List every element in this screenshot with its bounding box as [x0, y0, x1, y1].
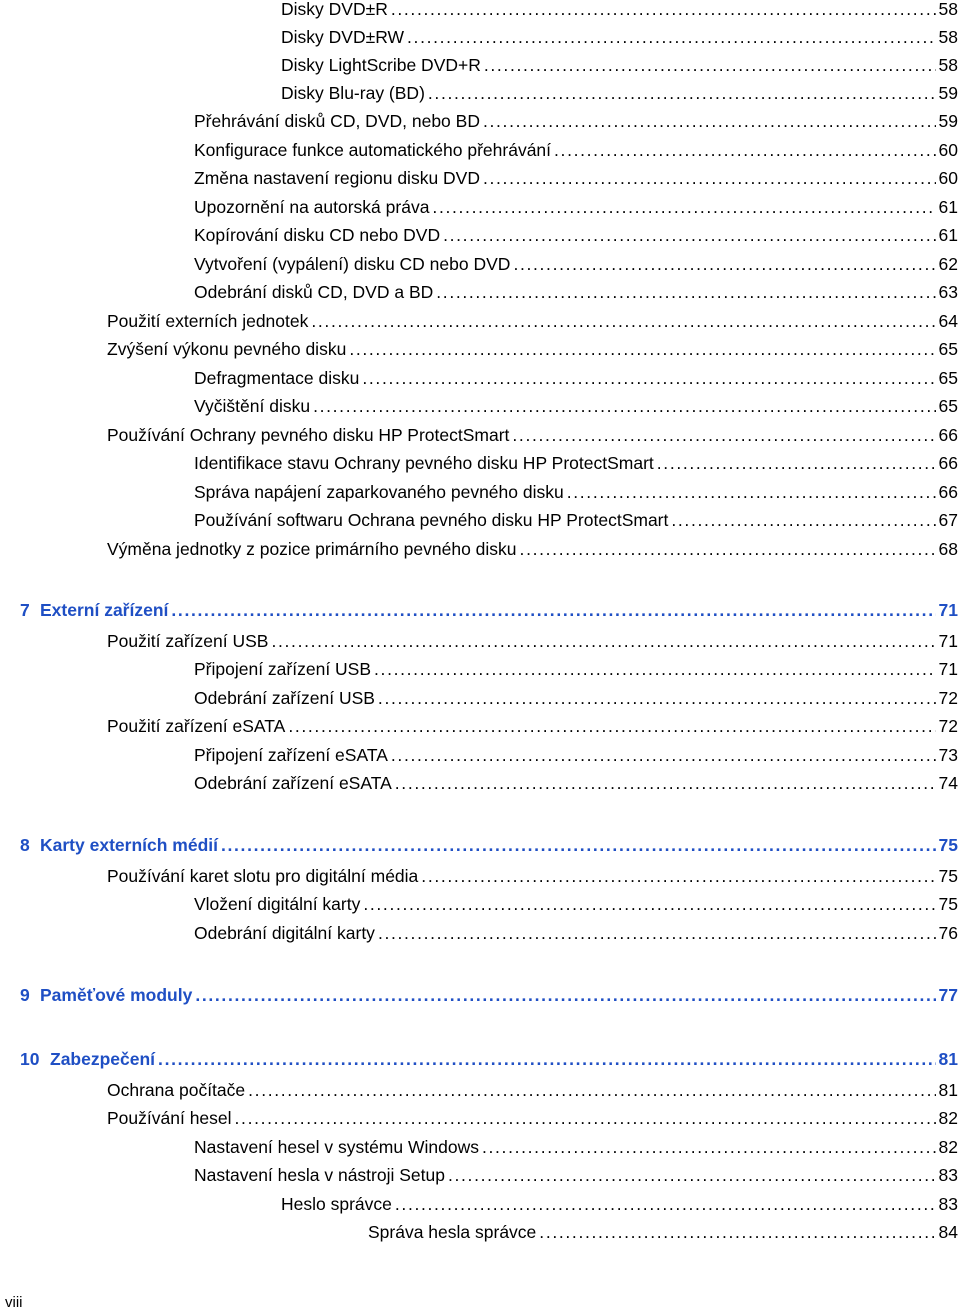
- toc-entry-title: Vložení digitální karty: [194, 894, 361, 914]
- toc-entry-title: Upozornění na autorská práva: [194, 197, 430, 217]
- toc-entry-title: Používání Ochrany pevného disku HP ProtectSmart: [107, 425, 510, 445]
- leader-dots: [378, 686, 936, 710]
- chapter-number: 7: [20, 600, 30, 620]
- toc-entry-page: 58: [938, 27, 958, 47]
- toc-entry-page: 83: [938, 1194, 958, 1214]
- toc-entry-page: 60: [938, 168, 958, 188]
- leader-dots: [248, 1078, 935, 1102]
- leader-dots: [443, 223, 935, 247]
- toc-entry-page: 82: [938, 1137, 958, 1157]
- toc-entry[interactable]: [0, 309, 960, 333]
- toc-entry[interactable]: [0, 366, 960, 390]
- toc-entry-title: Odebrání digitální karty: [194, 923, 375, 943]
- toc-chapter[interactable]: [0, 833, 960, 857]
- chapter-title: Externí zařízení: [40, 600, 169, 620]
- leader-dots: [448, 1163, 936, 1187]
- toc-chapter[interactable]: [0, 983, 960, 1007]
- toc-entry-page: 59: [938, 83, 958, 103]
- chapter-page: 81: [938, 1049, 958, 1069]
- leader-dots: [311, 309, 935, 333]
- leader-dots: [171, 598, 935, 622]
- toc-entry-title: Disky LightScribe DVD+R: [281, 55, 481, 75]
- toc-entry-title: Použití externích jednotek: [107, 311, 309, 331]
- chapter-number: 8: [20, 835, 30, 855]
- chapter-number: 10: [20, 1049, 40, 1069]
- toc-entry-page: 75: [938, 866, 958, 886]
- leader-dots: [271, 629, 935, 653]
- leader-dots: [513, 252, 935, 276]
- leader-dots: [391, 743, 936, 767]
- toc-entry[interactable]: [0, 1220, 960, 1244]
- toc-entry-page: 67: [938, 510, 958, 530]
- toc-entry[interactable]: [0, 138, 960, 162]
- toc-entry-title: Použití zařízení USB: [107, 631, 269, 651]
- toc-entry-page: 58: [938, 0, 958, 19]
- toc-entry-page: 65: [938, 339, 958, 359]
- toc-entry-title: Defragmentace disku: [194, 368, 360, 388]
- leader-dots: [554, 138, 936, 162]
- leader-dots: [512, 423, 935, 447]
- toc-entry-title: Kopírování disku CD nebo DVD: [194, 225, 441, 245]
- toc-entry-page: 62: [938, 254, 958, 274]
- toc-entry-title: Používání hesel: [107, 1108, 232, 1128]
- leader-dots: [483, 109, 936, 133]
- toc-entry[interactable]: [0, 337, 960, 361]
- chapter-number: 9: [20, 985, 30, 1005]
- toc-entry[interactable]: [0, 223, 960, 247]
- toc-entry-title: Disky DVD±RW: [281, 27, 405, 47]
- toc-entry-page: 84: [938, 1222, 958, 1242]
- leader-dots: [482, 1135, 936, 1159]
- toc-entry-page: 83: [938, 1165, 958, 1185]
- leader-dots: [484, 53, 936, 77]
- toc-entry-page: 74: [938, 773, 958, 793]
- toc-entry-page: 58: [938, 55, 958, 75]
- toc-entry-title: Ochrana počítače: [107, 1080, 246, 1100]
- toc-entry[interactable]: [0, 508, 960, 532]
- leader-dots: [428, 81, 936, 105]
- toc-entry[interactable]: [0, 657, 960, 681]
- leader-dots: [483, 166, 936, 190]
- toc-entry[interactable]: [0, 0, 960, 21]
- leader-dots: [539, 1220, 935, 1244]
- toc-entry-title: Vytvoření (vypálení) disku CD nebo DVD: [194, 254, 511, 274]
- page-number: viii: [5, 1294, 23, 1311]
- toc-entry-page: 81: [938, 1080, 958, 1100]
- toc-chapter[interactable]: [0, 1047, 960, 1071]
- toc-entry-title: Identifikace stavu Ochrany pevného disku HP ProtectSmart: [194, 453, 654, 473]
- toc-entry-page: 61: [938, 225, 958, 245]
- toc-entry[interactable]: [0, 1135, 960, 1159]
- toc-entry-title: Zvýšení výkonu pevného disku: [107, 339, 347, 359]
- toc-entry-page: 72: [938, 688, 958, 708]
- toc-entry[interactable]: [0, 109, 960, 133]
- leader-dots: [235, 1106, 936, 1130]
- toc-entry[interactable]: [0, 921, 960, 945]
- toc-entry-title: Použití zařízení eSATA: [107, 716, 286, 736]
- toc-entry-page: 63: [938, 282, 958, 302]
- toc-entry[interactable]: [0, 537, 960, 561]
- toc-entry[interactable]: [0, 864, 960, 888]
- toc-entry-page: 76: [938, 923, 958, 943]
- chapter-page: 75: [938, 835, 958, 855]
- toc-entry-page: 66: [938, 482, 958, 502]
- leader-dots: [363, 892, 935, 916]
- toc-entry[interactable]: [0, 480, 960, 504]
- toc-entry-title: Odebrání zařízení USB: [194, 688, 375, 708]
- toc-entry-title: Nastavení hesla v nástroji Setup: [194, 1165, 445, 1185]
- toc-entry[interactable]: [0, 25, 960, 49]
- leader-dots: [195, 983, 935, 1007]
- toc-entry[interactable]: [0, 1106, 960, 1130]
- toc-entry[interactable]: [0, 280, 960, 304]
- toc-entry-title: Používání softwaru Ochrana pevného disku HP ProtectSmart: [194, 510, 669, 530]
- toc-entry[interactable]: [0, 629, 960, 653]
- toc-entry[interactable]: [0, 714, 960, 738]
- leader-dots: [158, 1047, 935, 1071]
- leader-dots: [671, 508, 935, 532]
- chapter-title: Karty externích médií: [40, 835, 218, 855]
- toc-entry-page: 68: [938, 539, 958, 559]
- toc-entry-title: Vyčištění disku: [194, 396, 311, 416]
- leader-dots: [349, 337, 935, 361]
- leader-dots: [374, 657, 936, 681]
- chapter-title: Paměťové moduly: [40, 985, 193, 1005]
- leader-dots: [221, 833, 936, 857]
- leader-dots: [432, 195, 935, 219]
- chapter-page: 71: [938, 600, 958, 620]
- toc-entry[interactable]: [0, 81, 960, 105]
- leader-dots: [288, 714, 935, 738]
- toc-entry-page: 72: [938, 716, 958, 736]
- toc-entry[interactable]: [0, 1192, 960, 1216]
- toc-entry-title: Odebrání disků CD, DVD a BD: [194, 282, 434, 302]
- toc-entry-title: Disky DVD±R: [281, 0, 388, 19]
- leader-dots: [421, 864, 935, 888]
- toc-entry-page: 82: [938, 1108, 958, 1128]
- leader-dots: [378, 921, 936, 945]
- toc-entry-title: Připojení zařízení USB: [194, 659, 372, 679]
- leader-dots: [407, 25, 936, 49]
- leader-dots: [391, 0, 936, 21]
- toc-entry-page: 66: [938, 425, 958, 445]
- toc-entry-page: 64: [938, 311, 958, 331]
- toc-entry-title: Heslo správce: [281, 1194, 392, 1214]
- leader-dots: [520, 537, 936, 561]
- toc-entry-title: Správa napájení zaparkovaného pevného disku: [194, 482, 564, 502]
- toc-entry[interactable]: [0, 1078, 960, 1102]
- toc-entry-page: 65: [938, 368, 958, 388]
- toc-entry[interactable]: [0, 451, 960, 475]
- toc-entry[interactable]: [0, 892, 960, 916]
- leader-dots: [395, 771, 936, 795]
- leader-dots: [362, 366, 935, 390]
- toc-entry-page: 59: [938, 111, 958, 131]
- toc-entry[interactable]: [0, 166, 960, 190]
- toc-entry-page: 71: [938, 659, 958, 679]
- toc-entry-title: Přehrávání disků CD, DVD, nebo BD: [194, 111, 480, 131]
- toc-entry[interactable]: [0, 53, 960, 77]
- toc-entry-page: 73: [938, 745, 958, 765]
- leader-dots: [395, 1192, 936, 1216]
- toc-entry[interactable]: [0, 743, 960, 767]
- toc-entry-title: Nastavení hesel v systému Windows: [194, 1137, 479, 1157]
- toc-entry-page: 60: [938, 140, 958, 160]
- toc-entry-page: 66: [938, 453, 958, 473]
- toc-entry-title: Konfigurace funkce automatického přehrávání: [194, 140, 552, 160]
- toc-entry-title: Připojení zařízení eSATA: [194, 745, 388, 765]
- toc-entry-page: 65: [938, 396, 958, 416]
- toc-entry[interactable]: [0, 195, 960, 219]
- toc-entry-title: Změna nastavení regionu disku DVD: [194, 168, 480, 188]
- toc-entry[interactable]: [0, 771, 960, 795]
- toc-entry-title: Používání karet slotu pro digitální média: [107, 866, 419, 886]
- toc-entry[interactable]: [0, 1163, 960, 1187]
- toc-entry-page: 61: [938, 197, 958, 217]
- toc-entry-page: 75: [938, 894, 958, 914]
- leader-dots: [567, 480, 936, 504]
- chapter-page: 77: [938, 985, 958, 1005]
- leader-dots: [436, 280, 935, 304]
- toc-entry[interactable]: [0, 252, 960, 276]
- toc-entry-title: Disky Blu-ray (BD): [281, 83, 425, 103]
- toc-entry-page: 71: [938, 631, 958, 651]
- leader-dots: [313, 394, 935, 418]
- chapter-title: Zabezpečení: [50, 1049, 156, 1069]
- toc-entry-title: Odebrání zařízení eSATA: [194, 773, 392, 793]
- toc-entry-title: Správa hesla správce: [368, 1222, 537, 1242]
- toc-chapter[interactable]: [0, 598, 960, 622]
- toc-entry[interactable]: [0, 394, 960, 418]
- leader-dots: [657, 451, 936, 475]
- toc-entry[interactable]: [0, 423, 960, 447]
- toc-entry[interactable]: [0, 686, 960, 710]
- toc-entry-title: Výměna jednotky z pozice primárního pevného disku: [107, 539, 517, 559]
